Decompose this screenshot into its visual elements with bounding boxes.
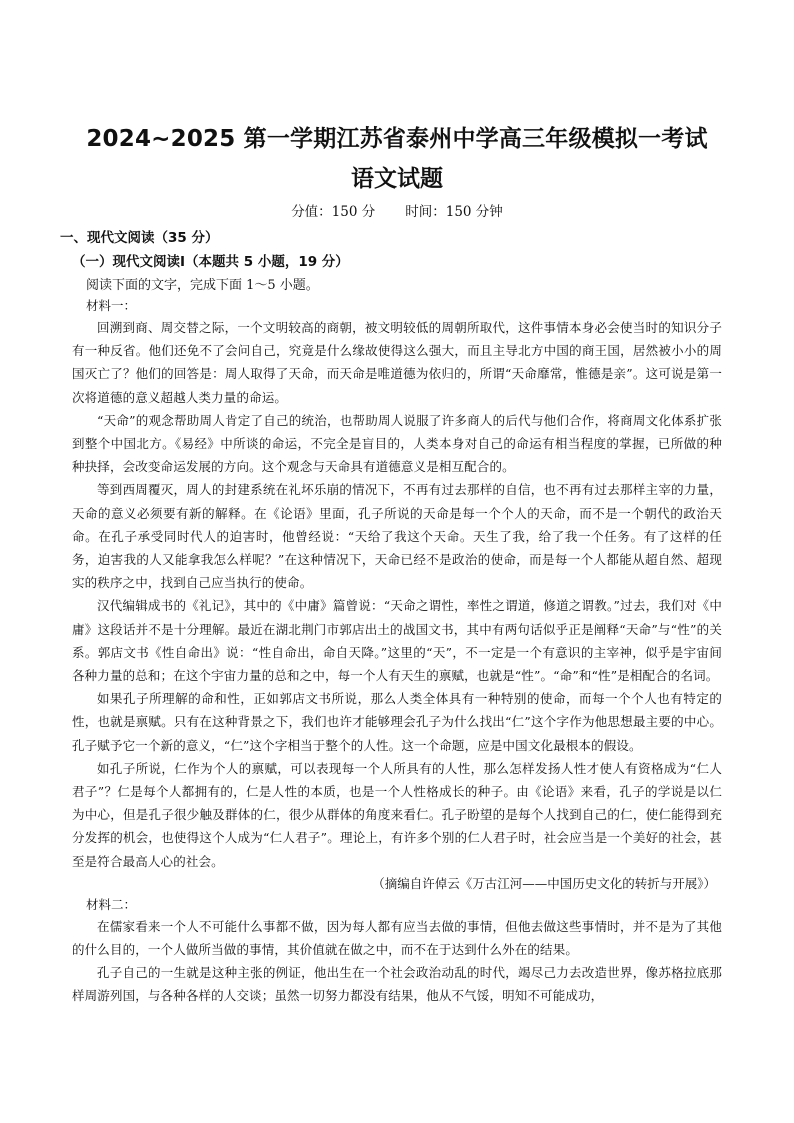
material1-paragraph: 等到西周覆灭，周人的封建系统在礼坏乐崩的情况下，不再有过去那样的自信，也不再有过去那样主宰的力量，天命的意义必须要有新的解释。在《论语》里面，孔子所说的天命是每一个个人的天命，而不是一个朝代的政治天命。在孔子承受同时代人的迫害时，他曾经说：“天给了我这个天命。天生了我，给了我一个任务。有了这样的任务，迫害我的人又能拿我怎么样呢？”在这种情况下，天命已经不是政治的使命，而是每一个人都能从超自然、超现实的秩序之中，找到自己应当执行的使命。 [72,482,722,591]
material2-paragraph: 孔子自己的一生就是这种主张的例证，他出生在一个社会政治动乱的时代，竭尽己力去改造世界，像苏格拉底那样周游列国，与各种各样的人交谈；虽然一切努力都没有结果，他从不气馁，明知不可能成功， [72,965,722,1004]
exam-title: 2024~2025 第一学期江苏省泰州中学高三年级模拟一考试 [86,126,708,152]
exam-meta [72,202,722,222]
exam-subtitle: 语文试题 [351,166,443,192]
material2-label: 材料二： [86,896,137,912]
material2-paragraph: 在儒家看来一个人不可能什么事都不做，因为每人都有应当去做的事情，但他去做这些事情时，并不是为了其他的什么目的，一个人做所当做的事情，其价值就在做之中，而不在于达到什么外在的结果。 [72,918,722,958]
material1-label: 材料一： [86,298,137,313]
material1-paragraph: 汉代编辑成书的《礼记》，其中的《中庸》篇曾说：“天命之谓性，率性之谓道，修道之谓教。”过去，我们对《中庸》这段话并不是十分理解。最近在湖北荆门市郭店出土的战国文书，其中有两句话似乎正是阐释“天命”与“性”的关系。郭店文书《性自命出》说：“性自命出，命自天降。”这里的“天”，不一定是一个有意识的主宰神，似乎是宇宙间各种力量的总和；在这个宇宙力量的总和之中，每一个人有天生的禀赋，也就是“性”。“命”和“性”是相配合的名词。 [72,598,722,684]
subsection-heading: （一）现代文阅读Ⅰ（本题共 5 小题，19 分） [72,254,349,270]
material1-paragraph: 如果孔子所理解的命和性，正如郭店文书所说，那么人类全体具有一种特别的使命，而每一个个人也有特定的性，也就是禀赋。只有在这种背景之下，我们也许才能够理会孔子为什么找出“仁”这个字作为他思想最主要的中心。孔子赋予它一个新的意义，“仁”这个字相当于整个的人性。这一个命题，应是中国文化最根本的假设。 [72,691,722,753]
score-text: 分值：150 分 [291,204,376,220]
section-heading: 一、现代文阅读（35 分） [60,230,219,246]
material1-paragraph: 回溯到商、周交替之际，一个文明较高的商朝，被文明较低的周朝所取代，这件事情本身必会使当时的知识分子有一种反省。他们还免不了会问自己，究竟是什么缘故使得这么强大，而且主导北方中国的商王国，居然被小小的周国灭亡了？他们的回答是：周人取得了天命，而天命是唯道德为依归的，所谓“天命靡常，惟德是亲”。这可说是第一次将道德的意义超越人类力量的命运。 [72,320,722,405]
reading-instruction: 阅读下面的文字，完成下面 1～5 小题。 [86,278,319,293]
time-text: 时间：150 分钟 [405,204,503,220]
material1-paragraph: 如孔子所说，仁作为个人的禀赋，可以表现每一个人所具有的人性，那么怎样发扬人性才使人有资格成为“仁人君子”？仁是每个人都拥有的，仁是人性的本质，也是一个人性格成长的种子。由《论语》来看，孔子的学说是以仁为中心，但是孔子很少触及群体的仁，很少从群体的角度来看仁。孔子盼望的是每个人找到自己的仁，使仁能得到充分发挥的机会，也使得这个人成为“仁人君子”。理论上，有许多个别的仁人君子时，社会应当是一个美好的社会，甚至是符合最高人心的社会。 [72,760,722,869]
material1-source: （摘编自许倬云《万古江河——中国历史文化的转折与开展》） [372,875,716,891]
material1-paragraph: “天命”的观念帮助周人肯定了自己的统治，也帮助周人说服了许多商人的后代与他们合作，将商周文化体系扩张到整个中国北方。《易经》中所谈的命运，不完全是盲目的，人类本身对自己的命运有相当程度的掌握，已所做的种种抉择，会改变命运发展的方向。这个观念与天命具有道德意义是相互配合的。 [72,412,722,475]
